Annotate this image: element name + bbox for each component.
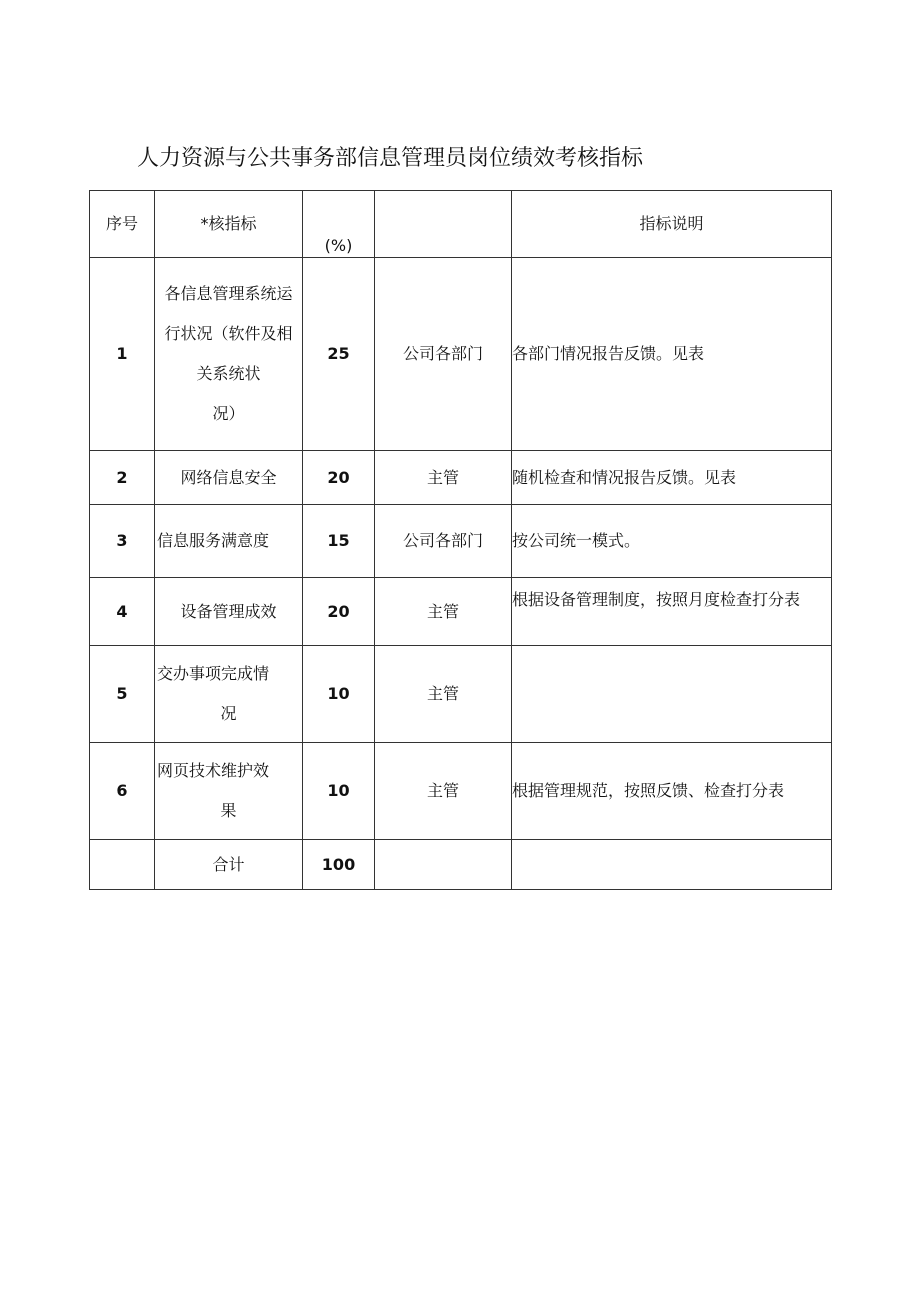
indicator-line: 关系统状: [196, 364, 261, 383]
table-row: [90, 451, 832, 505]
table-header-row: [90, 191, 832, 258]
row-indicator: [155, 646, 303, 743]
indicator-line: 各信息管理系统运: [164, 284, 293, 303]
row-evaluator: 公司各部门: [375, 505, 512, 578]
total-seq: [90, 840, 155, 890]
row-evaluator: 主管: [375, 451, 512, 505]
row-description: 随机检查和情况报告反馈。见表: [512, 451, 832, 505]
table-row: [90, 743, 832, 840]
row-description: 根据设备管理制度，按照月度检查打分表: [512, 578, 832, 646]
total-evaluator: [375, 840, 512, 890]
row-seq: 4: [90, 578, 155, 646]
indicator-line: 交办事项完成情: [157, 664, 270, 683]
total-weight: 100: [303, 840, 375, 890]
indicator-line: 况）: [212, 404, 245, 423]
row-weight: 20: [303, 451, 375, 505]
row-evaluator: 主管: [375, 578, 512, 646]
table-total-row: [90, 840, 832, 890]
row-indicator: 设备管理成效: [155, 578, 303, 646]
page-title: 人力资源与公共事务部信息管理员岗位绩效考核指标: [137, 146, 644, 171]
row-weight: 20: [303, 578, 375, 646]
row-indicator: [155, 743, 303, 840]
row-indicator: [155, 258, 303, 451]
header-description: 指标说明: [512, 191, 832, 258]
header-weight: (%): [303, 191, 375, 258]
table-row: [90, 505, 832, 578]
row-indicator: 网络信息安全: [155, 451, 303, 505]
indicator-line: 果: [220, 801, 237, 820]
indicator-line: 况: [220, 704, 237, 723]
header-evaluator: [375, 191, 512, 258]
row-seq: 2: [90, 451, 155, 505]
total-description: [512, 840, 832, 890]
row-seq: 5: [90, 646, 155, 743]
indicator-line: 行状况（软件及相: [164, 324, 293, 343]
row-description: 各部门情况报告反馈。见表: [512, 258, 832, 451]
row-indicator: 信息服务满意度: [155, 505, 303, 578]
row-seq: 6: [90, 743, 155, 840]
header-seq: 序号: [90, 191, 155, 258]
row-weight: 15: [303, 505, 375, 578]
row-seq: 3: [90, 505, 155, 578]
row-weight: 10: [303, 743, 375, 840]
row-description: 根据管理规范，按照反馈、检查打分表: [512, 743, 832, 840]
row-seq: 1: [90, 258, 155, 451]
row-evaluator: 主管: [375, 646, 512, 743]
table-row: [90, 578, 832, 646]
table-row: [90, 646, 832, 743]
row-weight: 10: [303, 646, 375, 743]
table-row: [90, 258, 832, 451]
indicator-line: 网页技术维护效: [157, 761, 270, 780]
row-description: 按公司统一模式。: [512, 505, 832, 578]
total-label: 合计: [155, 840, 303, 890]
kpi-table: [89, 190, 832, 890]
row-weight: 25: [303, 258, 375, 451]
row-evaluator: 主管: [375, 743, 512, 840]
header-indicator: *核指标: [155, 191, 303, 258]
row-description: [512, 646, 832, 743]
row-evaluator: 公司各部门: [375, 258, 512, 451]
